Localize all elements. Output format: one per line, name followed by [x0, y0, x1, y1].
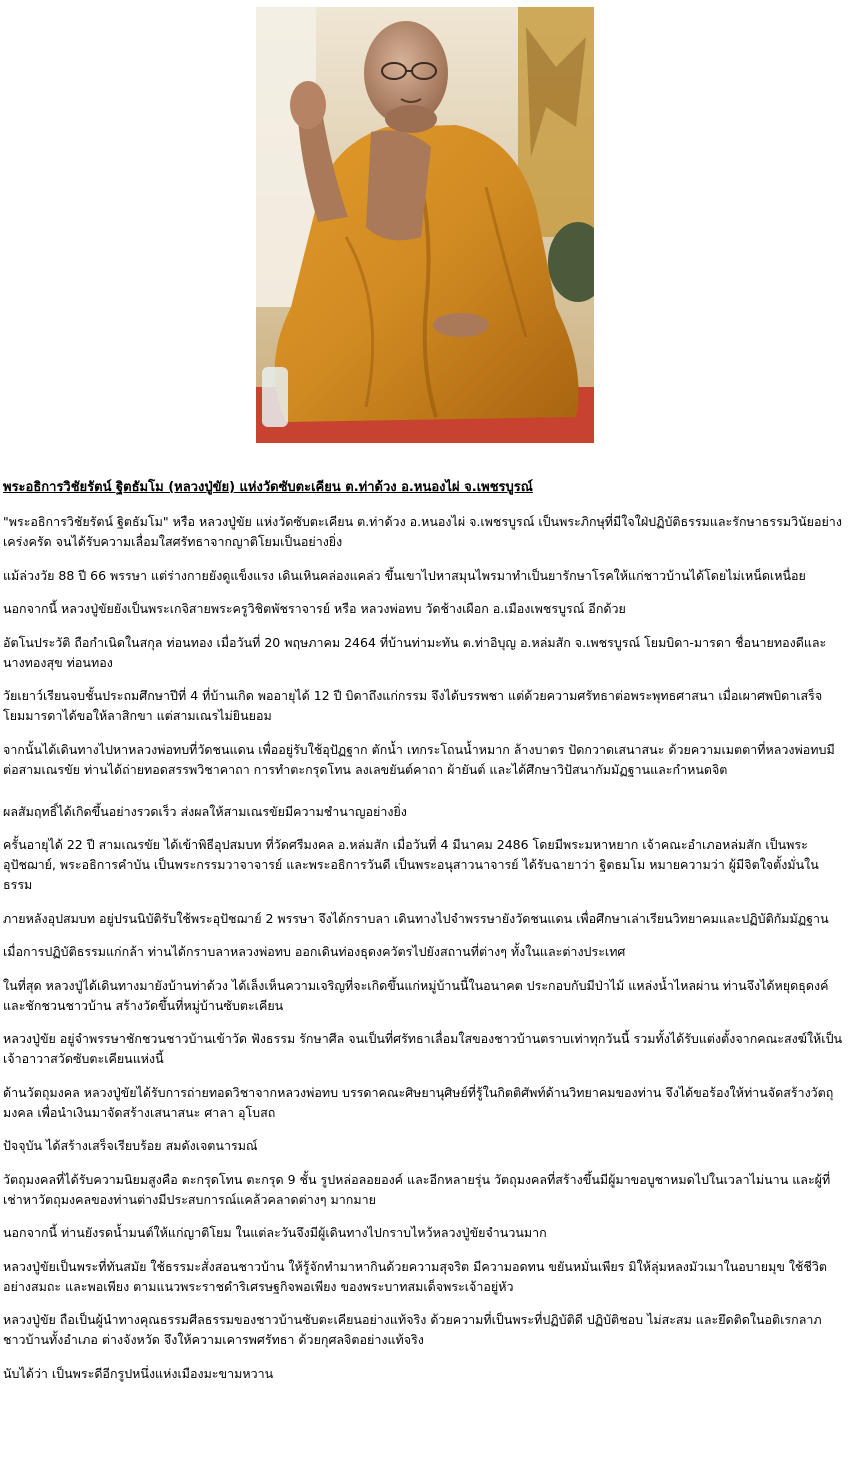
article-paragraph: หลวงปู่ขัยเป็นพระที่ทันสมัย ใช้ธรรมะสั่งสอนชาวบ้าน ให้รู้จักทำมาหากินด้วยความสุจริต มีความอดทน ขยันหมั่นเพียร มิให้ลุ่มหลงมัวเมาในอบายมุข ใช้ชีวิตอย่างสมถะ และพอเพียง ตามแนวพระราชดำริเศรษฐกิจพอเพียง ของพระบาทสมเด็จพระเจ้าอยู่หัว: [3, 1258, 828, 1294]
article-paragraph: ภายหลังอุปสมบท อยู่ปรนนิบัติรับใช้พระอุปัชฌาย์ 2 พรรษา จึงได้กราบลา เดินทางไปจำพรรษายังวัดชนแดน เพื่อศึกษาเล่าเรียนวิทยาคมและปฏิบัติกัมมัฏฐาน: [3, 910, 829, 926]
article-paragraph: วัตถุมงคลที่ได้รับความนิยมสูงคือ ตะกรุดโทน ตะกรุด 9 ชั้น รูปหล่อลอยองค์ และอีกหลายรุ่น วัตถุมงคลที่สร้างขึ้นมีผู้มาขอบูชาหมดไปในเวลาไม่นาน และผู้ที่เช่าหาวัตถุมงคลของท่านต่างมีประสบการณ์แคล้วคลาดต่างๆ มากมาย: [3, 1171, 831, 1207]
monk-chest: [366, 130, 431, 240]
monk-jaw: [385, 105, 437, 133]
article-paragraph: แม้ล่วงวัย 88 ปี 66 พรรษา แต่ร่างกายยังดูแข็งแรง เดินเหินคล่องแคล่ว ขึ้นเขาไปหาสมุนไพรมาทำเป็นยารักษาโรคให้แก่ชาวบ้านได้โดยไม่เหน็ดเหนื่อย: [3, 567, 806, 583]
article-paragraph: เมื่อการปฏิบัติธรรมแก่กล้า ท่านได้กราบลาหลวงพ่อทบ ออกเดินท่องธุดงควัตรไปยังสถานที่ต่างๆ ทั้งในและต่างประเทศ: [3, 944, 626, 959]
article-paragraph: "พระอธิการวิชัยรัตน์ ฐิตธัมโม" หรือ หลวงปู่ขัย แห่งวัดซับตะเคียน ต.ท่าด้วง อ.หนองไผ่ จ.เพชรบูรณ์ เป็นพระภิกษุที่มีใจใฝ่ปฏิบัติธรรมและรักษาธรรมวินัยอย่างเคร่งครัด จนได้รับความเลื่อมใสศรัทธาจากญาติโยมเป็นอย่างยิ่ง: [3, 514, 842, 549]
article: [3, 478, 846, 1397]
article-paragraph: ปัจจุบัน ได้สร้างเสร็จเรียบร้อย สมดังเจตนารมณ์: [3, 1138, 258, 1153]
monk-raised-hand: [290, 81, 326, 129]
article-paragraph: ด้านวัตถุมงคล หลวงปู่ขัยได้รับการถ่ายทอดวิชาจากหลวงพ่อทบ บรรดาคณะศิษยานุศิษย์ที่รู้ในกิตติศัพท์ด้านวิทยาคมของท่าน จึงได้ขอร้องให้ท่านจัดสร้างวัตถุมงคล เพื่อนำเงินมาจัดสร้างเสนาสนะ ศาลา อุโบสถ: [3, 1084, 834, 1120]
article-paragraph: นับได้ว่า เป็นพระดีอีกรูปหนึ่งแห่งเมืองมะขามหวาน: [3, 1365, 274, 1381]
article-title: พระอธิการวิชัยรัตน์ ฐิตธัมโม (หลวงปู่ขัย) แห่งวัดซับตะเคียน ต.ท่าด้วง อ.หนองไผ่ จ.เพชรบูรณ์: [3, 480, 533, 495]
monk-photo-illustration: [256, 7, 594, 443]
article-paragraph: หลวงปู่ขัย อยู่จำพรรษาชักชวนชาวบ้านเข้าวัด ฟังธรรม รักษาศีล จนเป็นที่ศรัทธาเลื่อมใสของชาวบ้านตราบเท่าทุกวันนี้ รวมทั้งได้รับแต่งตั้งจากคณะสงฆ์ให้เป็นเจ้าอาวาสวัดซับตะเคียนแห่งนี้: [3, 1031, 843, 1066]
monk-resting-hand: [433, 313, 489, 337]
article-paragraph: หลวงปู่ขัย ถือเป็นผู้นำทางคุณธรรมศีลธรรมของชาวบ้านซับตะเคียนอย่างแท้จริง ด้วยความที่เป็นพระที่ปฏิบัติดี ปฏิบัติชอบ ไม่สะสม และยึดติดในอติเรกลาภ ชาวบ้านทั้งอำเภอ ต่างจังหวัด จึงให้ความเคารพศรัทธา ด้วยกุศลจิตอย่างแท้จริง: [3, 1312, 822, 1347]
article-paragraph: ในที่สุด หลวงปู่ได้เดินทางมายังบ้านท่าด้วง ได้เล็งเห็นความเจริญที่จะเกิดขึ้นแก่หมู่บ้านนี้ในอนาคต ประกอบกับมีป่าไม้ แหล่งน้ำไหลผ่าน ท่านจึงได้หยุดธุดงค์ และชักชวนชาวบ้าน สร้างวัดขึ้นที่หมู่บ้านซับตะเคียน: [3, 977, 829, 1013]
article-paragraph: อัตโนประวัติ ถือกำเนิดในสกุล ท่อนทอง เมื่อวันที่ 20 พฤษภาคม 2464 ที่บ้านท่ามะทัน ต.ท่าอิบุญ อ.หล่มสัก จ.เพชรบูรณ์ โยมบิดา-มารดา ชื่อนายทองดีและนางทองสุข ท่อนทอง: [3, 634, 827, 670]
monk-photo: [256, 7, 594, 443]
article-paragraph: วัยเยาว์เรียนจบชั้นประถมศึกษาปีที่ 4 ที่บ้านเกิด พออายุได้ 12 ปี บิดาถึงแก่กรรม จึงได้บรรพชา แต่ด้วยความศรัทธาต่อพระพุทธศาสนา เมื่อเผาศพบิดาเสร็จ โยมมารดาได้ขอให้ลาสิกขา แต่สามเณรไม่ยินยอม: [3, 688, 823, 723]
article-paragraph: ครั้นอายุได้ 22 ปี สามเณรขัย ได้เข้าพิธีอุปสมบท ที่วัดศรีมงคล อ.หล่มสัก เมื่อวันที่ 4 มีนาคม 2486 โดยมีพระมหาหยาก เจ้าคณะอำเภอหล่มสัก เป็นพระอุปัชฌาย์, พระอธิการคำบัน เป็นพระกรรมวาจาจารย์ และพระอธิการวันดี เป็นพระอนุสาวนาจารย์ ได้รับฉายาว่า ฐิตธมโม หมายความว่า ผู้มีจิตใจตั้งมั่นในธรรม: [3, 837, 819, 892]
article-paragraph: ผลสัมฤทธิ์ได้เกิดขึ้นอย่างรวดเร็ว ส่งผลให้สามเณรขัยมีความชำนาญอย่างยิ่ง: [3, 803, 407, 819]
water-bottle: [262, 367, 288, 427]
article-paragraph: นอกจากนี้ ท่านยังรดน้ำมนต์ให้แก่ญาติโยม ในแต่ละวันจึงมีผู้เดินทางไปกราบไหว้หลวงปู่ขัยจำนวนมาก: [3, 1225, 547, 1240]
article-paragraph: จากนั้นได้เดินทางไปหาหลวงพ่อทบที่วัดชนแดน เพื่ออยู่รับใช้อุปัฏฐาก ตักน้ำ เทกระโถนน้ำหมาก ล้างบาตร ปัดกวาดเสนาสนะ ด้วยความเมตตาที่หลวงพ่อทบมีต่อสามเณรขัย ท่านได้ถ่ายทอดสรรพวิชาคาถา การทำตะกรุดโทน ลงเลขยันต์คาถา ผ้ายันต์ และได้ศึกษาวิปัสนากัมมัฏฐานและกำหนดจิต: [3, 741, 835, 777]
article-paragraph: นอกจากนี้ หลวงปู่ขัยยังเป็นพระเกจิสายพระครูวิชิตพัชราจารย์ หรือ หลวงพ่อทบ วัดช้างเผือก อ.เมืองเพชรบูรณ์ อีกด้วย: [3, 601, 626, 616]
